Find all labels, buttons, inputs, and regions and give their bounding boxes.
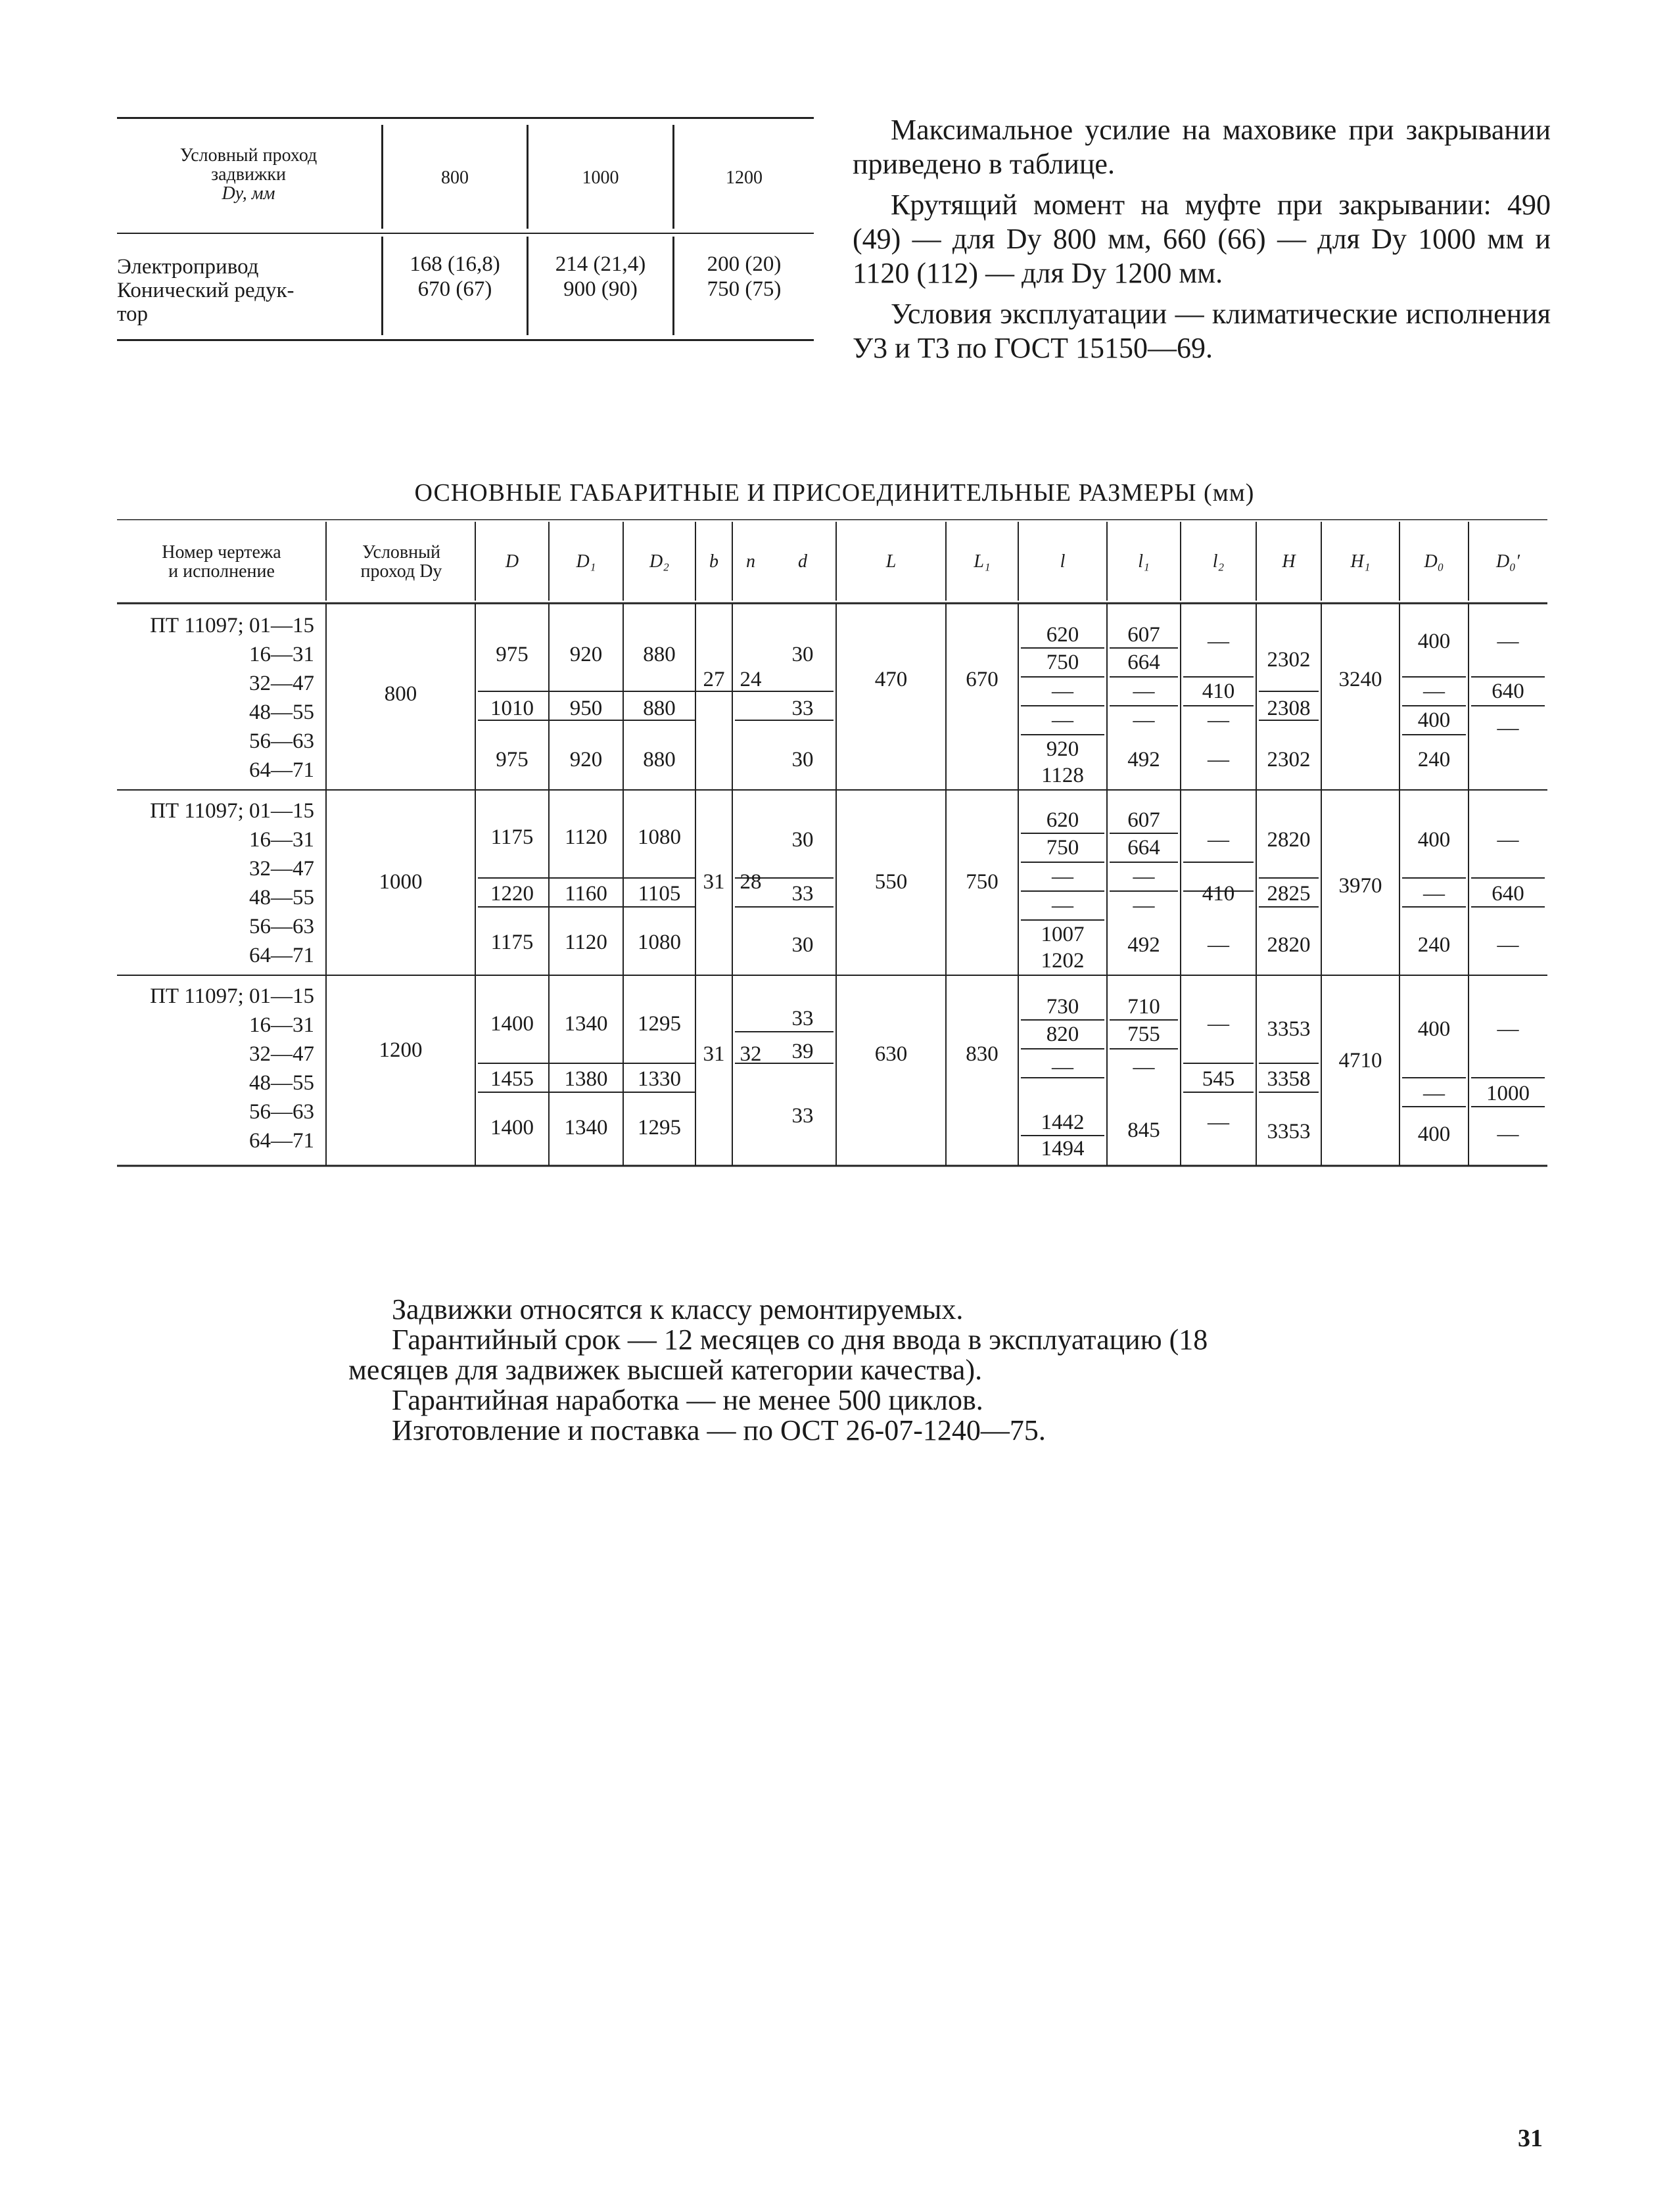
cell-D0: — (1423, 1082, 1445, 1105)
cell-l2: — (1208, 1012, 1229, 1036)
cell-l: — (1052, 865, 1073, 888)
cell-H: 3353 (1267, 1017, 1311, 1041)
cell-D0-prime: 640 (1492, 680, 1524, 703)
cell-D1: 1380 (564, 1067, 608, 1091)
cell-n: 32 (740, 1042, 762, 1066)
row-label: 48—55 (249, 886, 314, 910)
header-b: b (709, 551, 718, 572)
cell-l1: 845 (1127, 1118, 1160, 1142)
cell-l1: 492 (1127, 748, 1160, 772)
cell-L1: 670 (966, 668, 999, 691)
row-label: Электропривод (117, 255, 259, 279)
page-number: 31 (1518, 2125, 1543, 2152)
paragraph: Изготовление и поставка — по ОСТ 26-07-1240—75. (392, 1414, 1046, 1446)
row-label: ПТ 11097; 01—15 (150, 799, 314, 823)
cell-D1: 1340 (564, 1012, 608, 1036)
cell-D: 1175 (490, 825, 534, 849)
cell: 750 (75) (707, 277, 782, 301)
cell-l1: — (1133, 680, 1155, 703)
cell-D: 1010 (490, 697, 534, 720)
header-d: d (798, 551, 807, 572)
cell-D1: 1120 (565, 931, 607, 954)
header-D1: D₁ (576, 551, 596, 572)
main-table (117, 519, 1547, 1167)
cell-b: 31 (703, 1042, 725, 1066)
cell-D2: 1295 (638, 1116, 681, 1140)
cell-passage: 1000 (379, 870, 423, 894)
cell-l: — (1052, 1055, 1073, 1079)
cell-D: 1455 (490, 1067, 534, 1091)
cell-l1: 664 (1127, 651, 1160, 674)
cell-H: 2820 (1267, 933, 1311, 957)
cell-H: 2302 (1267, 648, 1311, 672)
row-label: 16—31 (249, 828, 314, 852)
cell-L: 550 (874, 870, 908, 894)
table-rule (117, 339, 814, 341)
header-passage: Условный проход задвижки Dу, мм (179, 145, 317, 204)
cell-l: 1007 (1041, 923, 1085, 946)
cell-l1: 607 (1127, 808, 1160, 832)
cell-l2: — (1208, 1111, 1229, 1134)
cell-b: 31 (703, 870, 725, 894)
cell-D: 1400 (490, 1116, 534, 1140)
header-n: n (746, 551, 755, 572)
cell-d: 30 (791, 828, 814, 852)
cell-l: — (1052, 708, 1073, 732)
cell-d: 30 (791, 933, 814, 957)
cell-d: 33 (791, 697, 814, 720)
cell-D0: 400 (1417, 708, 1451, 732)
cell: 214 (21,4) (555, 252, 646, 276)
cell-D: 975 (496, 748, 529, 772)
header-800: 800 (441, 168, 469, 188)
cell-D0: 400 (1417, 1122, 1451, 1146)
cell-D1: 920 (569, 643, 603, 666)
header-D: D (505, 551, 519, 572)
cell-D2: 1295 (638, 1012, 681, 1036)
cell-l: 750 (1046, 836, 1079, 860)
paragraph: Задвижки относятся к классу ремонтируемых. (392, 1293, 964, 1325)
row-label: 48—55 (249, 1071, 314, 1095)
cell-l1: — (1133, 894, 1155, 917)
cell-H: 2825 (1267, 882, 1311, 906)
cell-D0: — (1423, 882, 1445, 906)
cell-D2: 1330 (638, 1067, 681, 1091)
header-H: H (1282, 551, 1296, 572)
cell-l1: 607 (1127, 623, 1160, 647)
cell-H: 3358 (1267, 1067, 1311, 1091)
cell-l: 730 (1046, 995, 1079, 1019)
row-label: ПТ 11097; 01—15 (150, 614, 314, 637)
row-label: 56—63 (249, 915, 314, 938)
cell-D1: 950 (569, 697, 603, 720)
cell-D2: 1105 (638, 882, 681, 906)
row-label: 32—47 (249, 672, 314, 695)
cell-l1: — (1133, 708, 1155, 732)
cell-D: 1220 (490, 882, 534, 906)
cell-D0-prime: — (1497, 1122, 1519, 1146)
row-label: 32—47 (249, 857, 314, 881)
header-1000: 1000 (582, 168, 619, 188)
paragraph: месяцев для задвижек высшей категории качества). (348, 1354, 983, 1386)
notes-bottom (348, 1295, 1334, 1446)
cell-l1: 755 (1127, 1023, 1160, 1046)
header-H1: H₁ (1350, 551, 1371, 572)
header-L: L (885, 551, 897, 572)
cell-D0-prime: 640 (1492, 882, 1524, 906)
row-label: 56—63 (249, 1100, 314, 1124)
cell-b: 27 (703, 668, 725, 691)
cell-l: 750 (1046, 651, 1079, 674)
cell-D0: — (1423, 680, 1445, 703)
cell-l1: 710 (1127, 995, 1160, 1019)
cell: 200 (20) (707, 252, 782, 276)
cell-D: 1175 (490, 931, 534, 954)
row-label: 16—31 (249, 643, 314, 666)
cell-l: 620 (1046, 808, 1079, 832)
cell-l: 1442 (1041, 1111, 1085, 1134)
table-title: ОСНОВНЫЕ ГАБАРИТНЫЕ И ПРИСОЕДИНИТЕЛЬНЫЕ РАЗМЕРЫ (мм) (414, 479, 1255, 507)
header-D2: D₂ (649, 551, 669, 572)
cell-D0: 240 (1417, 933, 1451, 957)
cell-l: 620 (1046, 623, 1079, 647)
cell-l: 820 (1046, 1023, 1079, 1046)
cell-D2: 1080 (638, 825, 681, 849)
cell-L: 630 (874, 1042, 908, 1066)
cell-L: 470 (874, 668, 908, 691)
cell-n: 24 (740, 668, 762, 691)
header-D0: D₀ (1424, 551, 1444, 572)
cell-d: 33 (791, 882, 814, 906)
header-l1: l₁ (1138, 551, 1150, 572)
cell-D1: 1120 (565, 825, 607, 849)
row-label: 48—55 (249, 701, 314, 724)
cell-d: 30 (791, 643, 814, 666)
cell-l: 1128 (1041, 764, 1084, 787)
cell-l: 1202 (1041, 949, 1085, 973)
cell-H1: 4710 (1338, 1049, 1382, 1072)
cell: 670 (67) (417, 277, 492, 301)
cell-D: 975 (496, 643, 529, 666)
cell-D0-prime: — (1497, 828, 1519, 852)
cell-D0-prime: — (1497, 630, 1519, 653)
paragraph: Крутящий момент на муфте при закрывании: 490 (49) — для Dу 800 мм, 660 (66) — для Dу 1000 мм и 1120 (112) — для Dу 1200 мм. (853, 189, 1551, 289)
row-label: 32—47 (249, 1042, 314, 1066)
cell-l: 920 (1046, 737, 1079, 761)
cell-L1: 830 (966, 1042, 999, 1066)
cell-H: 2308 (1267, 697, 1311, 720)
cell-D1: 1340 (564, 1116, 608, 1140)
cell-L1: 750 (966, 870, 999, 894)
cell-l1: — (1133, 865, 1155, 888)
header-drawing: Номер чертежа и исполнение (162, 542, 281, 582)
cell-D0: 400 (1417, 828, 1451, 852)
header-L1: L₁ (974, 551, 991, 572)
header-passage: Условный проход Dу (360, 542, 442, 582)
cell-D1: 1160 (565, 882, 607, 906)
cell-l1: — (1133, 1055, 1155, 1079)
cell-D0: 400 (1417, 630, 1451, 653)
cell-D0-prime: — (1497, 716, 1519, 740)
paragraph: Условия эксплуатации — климатические исполнения У3 и Т3 по ГОСТ 15150—69. (853, 298, 1551, 364)
cell-D2: 1080 (638, 931, 681, 954)
cell-l: 1494 (1041, 1137, 1085, 1161)
row-label: Конический редук- (117, 279, 294, 302)
cell-D2: 880 (643, 697, 676, 720)
header-D0-prime: D₀′ (1495, 551, 1520, 572)
cell-l2: — (1208, 933, 1229, 957)
paragraph: Максимальное усилие на маховике при закрывании приведено в таблице. (853, 114, 1551, 180)
cell-l1: 492 (1127, 933, 1160, 957)
cell-H: 2302 (1267, 748, 1311, 772)
row-label: 64—71 (249, 944, 314, 967)
table-rule (117, 233, 814, 234)
row-label: 64—71 (249, 758, 314, 782)
cell-D2: 880 (643, 643, 676, 666)
cell-d: 39 (791, 1040, 814, 1063)
cell-D0-prime: — (1497, 933, 1519, 957)
cell-l: — (1052, 680, 1073, 703)
paragraph: Гарантийная наработка — не менее 500 циклов. (392, 1384, 983, 1416)
cell-l1: 664 (1127, 836, 1160, 860)
cell-D0-prime: 1000 (1486, 1082, 1530, 1105)
row-label: 56—63 (249, 729, 314, 753)
cell-l2: 410 (1202, 882, 1235, 906)
cell-d: 33 (791, 1104, 814, 1128)
row-label: 16—31 (249, 1013, 314, 1037)
cell-D: 1400 (490, 1012, 534, 1036)
row-label: тор (117, 302, 148, 326)
table-rule (117, 117, 814, 119)
cell-passage: 1200 (379, 1038, 423, 1062)
notes-top (853, 113, 1551, 372)
header-l: l (1060, 551, 1066, 572)
cell-D0: 240 (1417, 748, 1451, 772)
cell-l2: — (1208, 828, 1229, 852)
cell-l2: 545 (1202, 1067, 1235, 1091)
cell-D0-prime: — (1497, 1017, 1519, 1041)
row-label: ПТ 11097; 01—15 (150, 984, 314, 1008)
cell: 168 (16,8) (410, 252, 500, 276)
header-1200: 1200 (726, 168, 763, 188)
cell-H: 3353 (1267, 1120, 1311, 1143)
cell-D0: 400 (1417, 1017, 1451, 1041)
cell-H1: 3240 (1338, 668, 1382, 691)
cell-H1: 3970 (1338, 874, 1382, 898)
cell-l2: — (1208, 630, 1229, 653)
cell-l: — (1052, 894, 1073, 917)
paragraph: Гарантийный срок — 12 месяцев со дня ввода в эксплуатацию (18 (392, 1324, 1208, 1356)
cell-D1: 920 (569, 748, 603, 772)
cell-d: 30 (791, 748, 814, 772)
header-l2: l₂ (1212, 551, 1225, 572)
cell-l2: — (1208, 748, 1229, 772)
cell-l2: — (1208, 708, 1229, 732)
cell-passage: 800 (384, 682, 417, 706)
cell-l2: 410 (1202, 680, 1235, 703)
cell-D2: 880 (643, 748, 676, 772)
cell-n: 28 (740, 870, 762, 894)
cell: 900 (90) (563, 277, 638, 301)
cell-d: 33 (791, 1007, 814, 1030)
cell-H: 2820 (1267, 828, 1311, 852)
row-label: 64—71 (249, 1129, 314, 1153)
